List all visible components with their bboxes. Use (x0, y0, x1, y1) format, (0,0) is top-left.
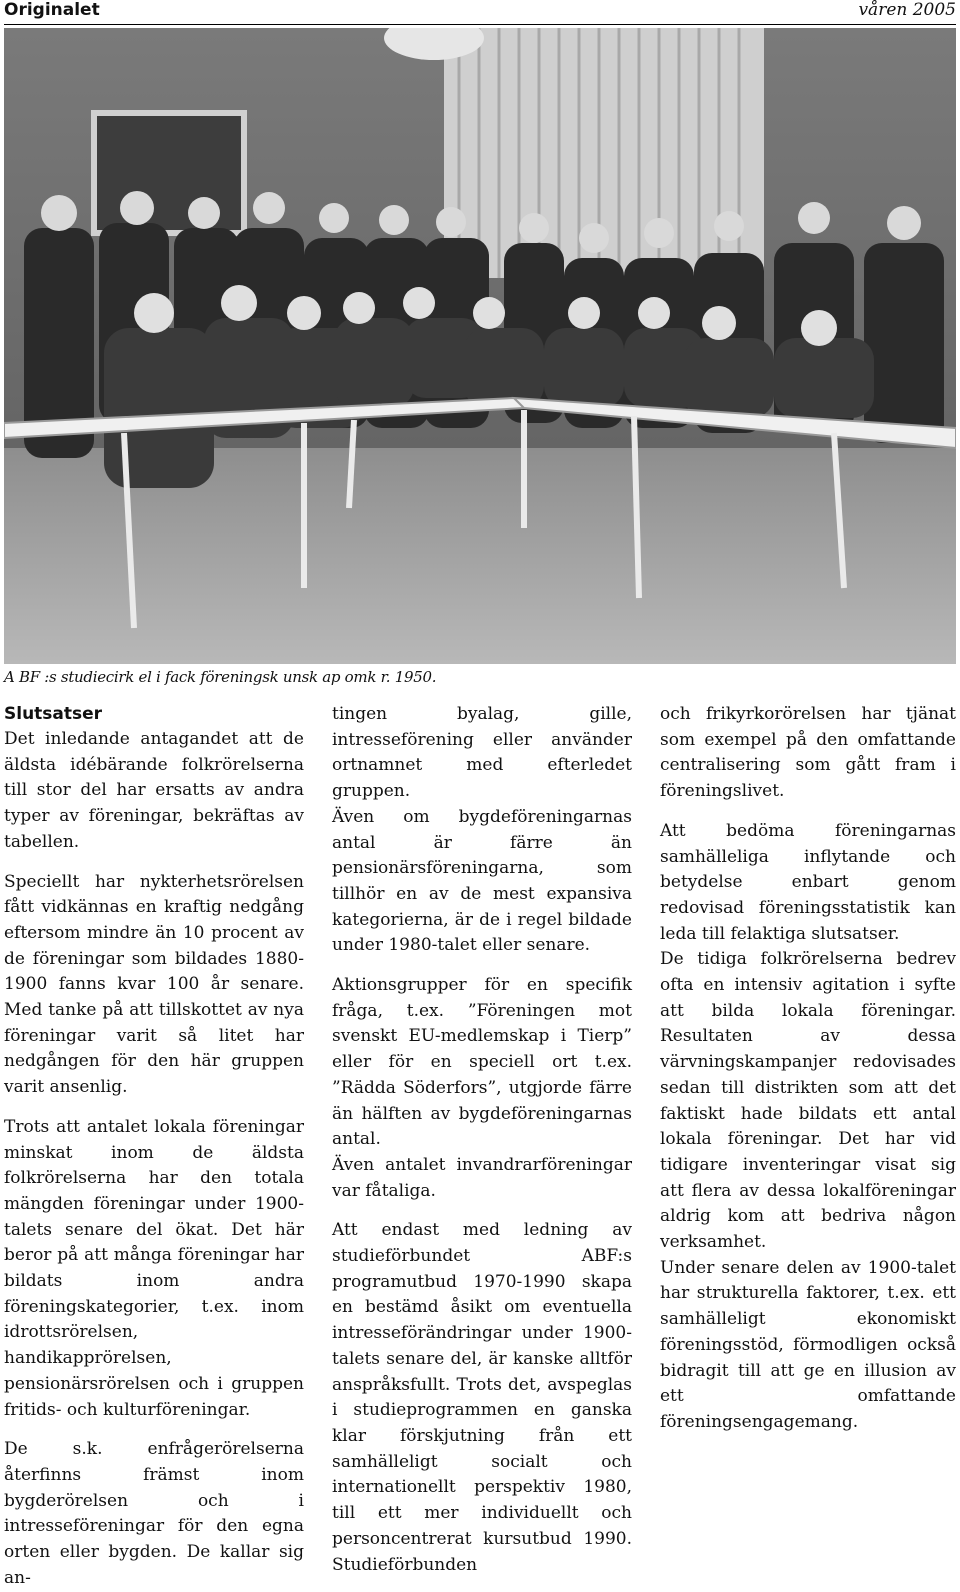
paragraph: De s.k. enfrågerörelserna återfinns främst inom bygderörelsen och i intresseföreningar för den egna orten eller bygden. De kallar sig an- (4, 1439, 304, 1588)
paragraph: Trots att antalet lokala föreningar minskat inom de äldsta folkrörelserna har den totala mängden föreningar under 1900-talets senare del ökat. Det här beror på att många föreningar har bildats inom andra föreningskategorier, t.ex. inom idrottsrörelsen, handikapprörelsen, pensionärsrörelsen och i gruppen fritids- och kulturföreningar. (4, 1116, 304, 1420)
historical-group-photo-icon (4, 28, 956, 664)
paragraph: Aktionsgrupper för en specifik fråga, t.ex. ”Föreningen mot svenskt EU-medlemskap i Tierp” eller för en speciell ort t.ex. ”Rädda Söderfors”, utgjorde färre än hälften av bygdeföreningarnas antal. (332, 975, 632, 1150)
section-heading: Slutsatser (4, 704, 103, 724)
paragraph: tingen byalag, gille, intresseförening eller använder ortnamnet med efterledet gruppen. (332, 704, 632, 802)
paragraph: Att bedöma föreningarnas samhälleliga inflytande och betydelse enbart genom redovisad föreningsstatistik kan leda till felaktiga slutsatser. (660, 820, 956, 944)
paragraph: Även antalet invandrarföreningar var fåtaliga. (332, 1154, 632, 1201)
issue-date: våren 2005 (858, 0, 956, 20)
paragraph: och frikyrkorörelsen har tjänat som exempel på den omfattande centralisering som gått fram i föreningslivet. (660, 704, 956, 802)
paragraph: Även om bygdeföreningarnas antal är färre än pensionärsföreningarna, som tillhör en av de mest expansiva kategorierna, är de i regel bildade under 1980-talet eller senare. (332, 806, 632, 956)
paragraph: Under senare delen av 1900-talet har strukturella faktorer, t.ex. ett samhälleligt ekonomiskt föreningsstöd, förmodligen också bidragit till att ge en illusion av ett omfattande föreningsengagemang. (660, 1257, 956, 1432)
text-column-2 (332, 702, 632, 1578)
publication-title: Originalet (4, 0, 100, 20)
paragraph: Att endast med ledning av studieförbundet ABF:s programutbud 1970-1990 skapa en bestämd åsikt om eventuella intresseförändringar under 1900-talets senare del, är kanske alltför anspråksfullt. Trots det, avspeglas i studieprogrammen en ganska klar förskjutning från ett samhälleligt socialt och internationellt perspektiv 1980, till ett mer individuellt och personcentrerat kursutbud 1990. Studieförbunden (332, 1220, 632, 1575)
paragraph: Det inledande antagandet att de äldsta idébärande folkrörelserna till stor del har ersatts av andra typer av föreningar, bekräftas av tabellen. (4, 729, 304, 852)
paragraph: Speciellt har nykterhetsrörelsen fått vidkännas en kraftig nedgång eftersom mindre än 10 procent av de föreningar som bildades 1880-1900 fanns kvar 100 år senare. Med tanke på att tillskottet av nya föreningar varit så litet har nedgången för den här gruppen varit ansenlig. (4, 871, 304, 1098)
page-header (4, 0, 956, 25)
photo-caption: A BF :s studiecirk el i fack föreningsk unsk ap omk r. 1950. (4, 668, 437, 686)
text-column-1 (4, 702, 304, 1592)
group-photo (4, 28, 956, 664)
text-column-3 (660, 702, 956, 1436)
paragraph: De tidiga folkrörelserna bedrev ofta en intensiv agitation i syfte att bilda lokala föreningar. Resultaten av dessa värvningskampanjer redovisades sedan till distrikten som att det faktiskt hade bildats ett antal lokala föreningar. Det har vid tidigare inventeringar visat sig att flera av dessa lokalföreningar aldrig kom att bedriva någon verksamhet. (660, 949, 956, 1253)
